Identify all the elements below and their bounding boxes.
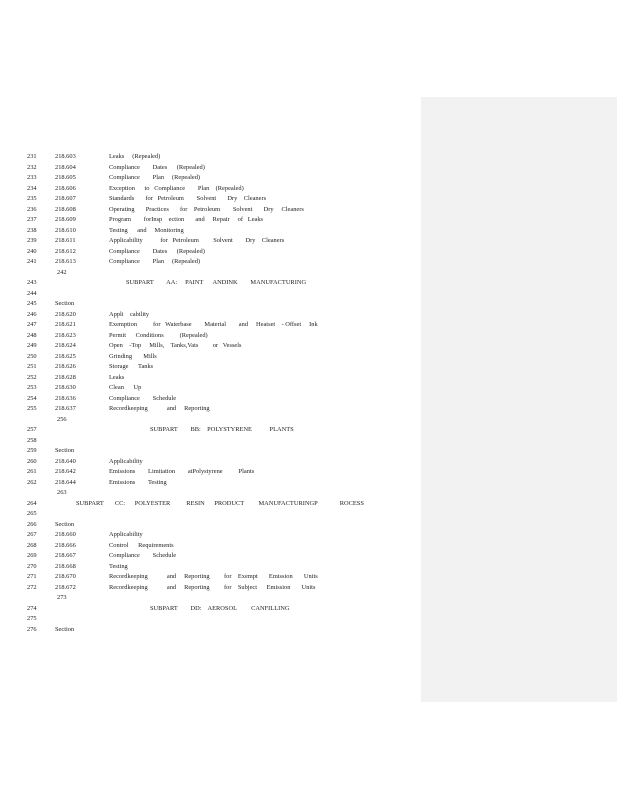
section-title: Compliance Plan (Repealed) [109, 174, 201, 181]
document-line [0, 572, 421, 582]
document-line [0, 457, 421, 467]
section-number: 218.670 [55, 573, 76, 580]
section-number: 218.637 [55, 405, 76, 412]
section-title: Exemption for Waterbase Material and Heatset - Offset Ink [109, 321, 318, 328]
line-number: 254 [27, 394, 37, 402]
section-number: 218.623 [55, 331, 76, 339]
document-line [0, 467, 421, 477]
line-number: 273 [57, 594, 67, 601]
document-line [0, 562, 421, 572]
section-number: 218.613 [55, 258, 76, 265]
section-title: Recordkeeping and Reporting for Exempt Emission Units [109, 573, 318, 580]
section-label: Section [55, 625, 75, 633]
section-title: Storage Tanks [109, 363, 154, 370]
document-line [0, 625, 421, 635]
line-number: 241 [27, 258, 37, 265]
section-title: Applicability for Petroleum Solvent Dry Cleaners [109, 237, 285, 244]
subpart-heading: SUBPART DD: AEROSOL CANFILLING [150, 604, 290, 612]
section-title: Emissions Testing [109, 478, 167, 486]
line-number: 255 [27, 405, 37, 412]
section-title: Recordkeeping and Reporting [109, 405, 210, 412]
subpart-heading: SUBPART AA: PAINT ANDINK MANUFACTURING [126, 279, 307, 286]
line-number: 243 [27, 279, 37, 286]
section-number: 218.612 [55, 247, 76, 255]
document-line [0, 394, 421, 404]
section-number: 218.610 [55, 226, 76, 234]
line-number: 259 [27, 447, 37, 454]
line-number: 260 [27, 457, 37, 465]
section-number: 218.660 [55, 531, 76, 538]
document-line [0, 268, 421, 278]
line-number: 245 [27, 300, 37, 307]
section-title: Testing and Monitoring [109, 226, 184, 234]
section-title: Standards for Petroleum Solvent Dry Cleaners [109, 195, 267, 202]
section-title: Recordkeeping and Reporting for Subject Emission Units [109, 583, 316, 591]
document-line [0, 278, 421, 288]
document-line [0, 205, 421, 215]
document-line [0, 152, 421, 162]
document-line [0, 352, 421, 362]
line-number: 265 [27, 510, 37, 517]
line-number: 267 [27, 531, 37, 538]
document-line [0, 331, 421, 341]
section-number: 218.667 [55, 552, 76, 559]
section-title: Applicability [109, 531, 143, 538]
document-line [0, 320, 421, 330]
section-number: 218.624 [55, 342, 76, 349]
line-number: 235 [27, 195, 37, 202]
document-line [0, 184, 421, 194]
line-number: 266 [27, 520, 37, 528]
line-number: 272 [27, 583, 37, 591]
line-number: 271 [27, 573, 37, 580]
line-number: 252 [27, 373, 37, 381]
document-line [0, 530, 421, 540]
document-line [0, 373, 421, 383]
section-number: 218.630 [55, 384, 76, 391]
document-line [0, 247, 421, 257]
line-number: 269 [27, 552, 37, 559]
document-line [0, 383, 421, 393]
line-number: 236 [27, 205, 37, 213]
line-number: 233 [27, 174, 37, 181]
document-line [0, 614, 421, 624]
section-number: 218.620 [55, 310, 76, 318]
line-number: 234 [27, 184, 37, 192]
document-line [0, 509, 421, 519]
section-number: 218.644 [55, 478, 76, 486]
section-label: Section [55, 300, 75, 307]
document-line [0, 541, 421, 551]
section-number: 218.603 [55, 153, 76, 160]
line-number: 249 [27, 342, 37, 349]
section-number: 218.628 [55, 373, 76, 381]
line-number: 231 [27, 153, 37, 160]
section-title: Grinding Mills [109, 352, 157, 360]
document-line [0, 236, 421, 246]
document-line [0, 415, 421, 425]
section-number: 218.607 [55, 195, 76, 202]
section-title: Open -Top Mills, Tanks,Vats or Vessels [109, 342, 242, 349]
line-number: 250 [27, 352, 37, 360]
line-number: 246 [27, 310, 37, 318]
document-line [0, 404, 421, 414]
line-number: 242 [57, 268, 67, 276]
line-number: 239 [27, 237, 37, 244]
section-title: Permit Conditions (Repealed) [109, 331, 208, 339]
section-title: Appli cability [109, 310, 150, 318]
line-number: 256 [57, 415, 67, 423]
section-number: 218.621 [55, 321, 76, 328]
section-label: Section [55, 520, 75, 528]
document-line [0, 488, 421, 498]
section-title: Operating Practices for Petroleum Solvent Dry Cleaners [109, 205, 304, 213]
section-number: 218.611 [55, 237, 76, 244]
document-line [0, 194, 421, 204]
line-number: 276 [27, 625, 37, 633]
section-title: Leaks [109, 373, 125, 381]
document-line [0, 226, 421, 236]
section-title: Applicability [109, 457, 143, 465]
section-number: 218.636 [55, 394, 76, 402]
section-number: 218.668 [55, 562, 76, 570]
line-number: 258 [27, 436, 37, 444]
section-title: Compliance Schedule [109, 394, 177, 402]
line-number: 274 [27, 604, 37, 612]
section-title: Program forInsp ection and Repair of Leaks [109, 216, 264, 223]
section-number: 218.606 [55, 184, 76, 192]
section-number: 218.672 [55, 583, 76, 591]
line-number: 261 [27, 468, 37, 475]
document-line [0, 551, 421, 561]
section-title: Compliance Dates (Repealed) [109, 247, 205, 255]
line-number: 244 [27, 289, 37, 297]
line-number: 238 [27, 226, 37, 234]
document-line [0, 215, 421, 225]
document-line [0, 436, 421, 446]
line-number: 247 [27, 321, 37, 328]
section-number: 218.609 [55, 216, 76, 223]
line-number: 262 [27, 478, 37, 486]
document-line [0, 310, 421, 320]
section-number: 218.642 [55, 468, 76, 475]
line-number: 248 [27, 331, 37, 339]
line-number: 232 [27, 163, 37, 171]
section-title: Clean Up [109, 384, 142, 391]
document-line [0, 499, 421, 509]
document-line [0, 173, 421, 183]
line-number: 257 [27, 426, 37, 433]
comment-pane [421, 97, 617, 702]
line-number: 263 [57, 489, 67, 496]
document-line [0, 446, 421, 456]
document-line [0, 425, 421, 435]
document-line [0, 593, 421, 603]
line-number: 270 [27, 562, 37, 570]
section-title: Emissions Limitation atPolystyrene Plants [109, 468, 255, 475]
section-number: 218.625 [55, 352, 76, 360]
line-number: 251 [27, 363, 37, 370]
section-number: 218.666 [55, 541, 76, 549]
document-line [0, 604, 421, 614]
document-line [0, 362, 421, 372]
section-title: Control Requirements [109, 541, 174, 549]
section-title: Leaks (Repealed) [109, 153, 161, 160]
line-number: 237 [27, 216, 37, 223]
section-label: Section [55, 447, 75, 454]
section-title: Compliance Plan (Repealed) [109, 258, 201, 265]
section-title: Testing [109, 562, 128, 570]
document-line [0, 257, 421, 267]
subpart-heading: SUBPART CC: POLYESTER RESIN PRODUCT MANUFACTURINGP ROCESS [76, 499, 364, 507]
section-number: 218.604 [55, 163, 76, 171]
line-number: 253 [27, 384, 37, 391]
section-title: Compliance Dates (Repealed) [109, 163, 205, 171]
section-title: Exception to Compliance Plan (Repealed) [109, 184, 244, 192]
document-line [0, 520, 421, 530]
line-number: 240 [27, 247, 37, 255]
line-number: 264 [27, 499, 37, 507]
section-number: 218.640 [55, 457, 76, 465]
subpart-heading: SUBPART BB: POLYSTYRENE PLANTS [150, 426, 294, 433]
document-line [0, 341, 421, 351]
line-number: 268 [27, 541, 37, 549]
document-line [0, 299, 421, 309]
line-number: 275 [27, 615, 37, 622]
document-line [0, 289, 421, 299]
section-number: 218.605 [55, 174, 76, 181]
section-title: Compliance Schedule [109, 552, 177, 559]
document-line [0, 583, 421, 593]
document-line [0, 478, 421, 488]
section-number: 218.608 [55, 205, 76, 213]
document-line [0, 163, 421, 173]
section-number: 218.626 [55, 363, 76, 370]
